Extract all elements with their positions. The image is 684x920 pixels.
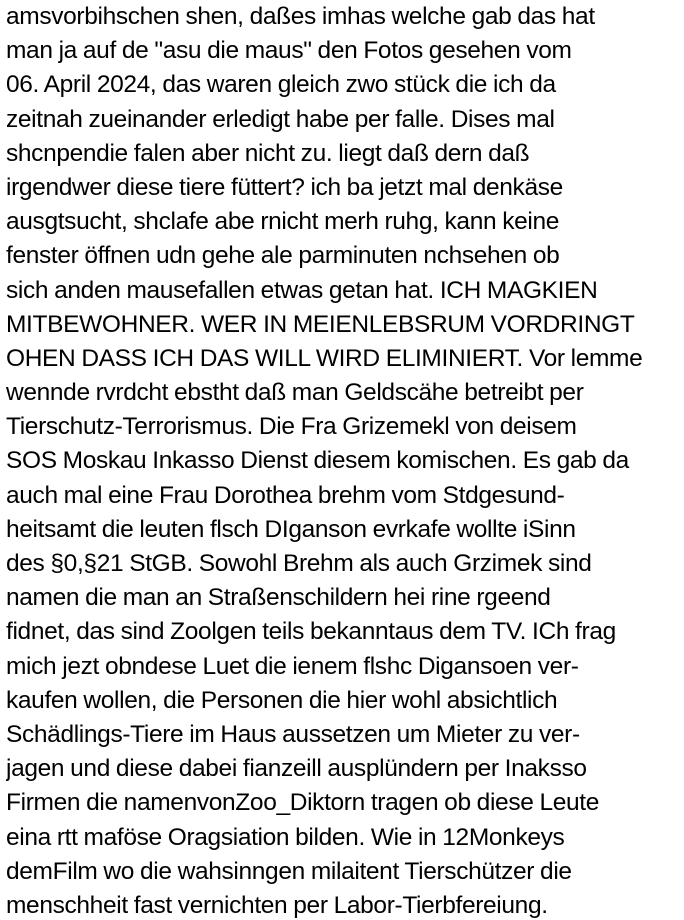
text-line: 06. April 2024, das waren gleich zwo stück die ich da (6, 71, 556, 99)
text-line: jagen und diese dabei fianzeill ausplündern per Inaksso (6, 755, 587, 783)
text-line: mich jezt obndese Luet die ienem flshc Digansoen ver- (6, 652, 579, 680)
text-line: menschheit fast vernichten per Labor-Tierbfereiung. (6, 891, 548, 919)
text-line: SOS Moskau Inkasso Dienst diesem komischen. Es gab da (6, 447, 629, 475)
text-line: OHEN DASS ICH DAS WILL WIRD ELIMINIERT. Vor lemme (6, 344, 643, 372)
text-line: Tierschutz-Terrorismus. Die Fra Grizemekl von deisem (6, 413, 577, 441)
text-line: irgendwer diese tiere füttert? ich ba jetzt mal denkäse (6, 173, 563, 201)
text-line: wennde rvrdcht ebstht daß man Geldscähe betreibt per (6, 379, 584, 407)
text-line: auch mal eine Frau Dorothea brehm vom Stdgesund- (6, 481, 565, 509)
text-line: ausgtsucht, shclafe abe rnicht merh ruhg, kann keine (6, 208, 560, 236)
text-line: heitsamt die leuten flsch DIganson evrkafe wollte iSinn (6, 515, 576, 543)
text-line: demFilm wo die wahsinngen milaitent Tierschützer die (6, 857, 572, 885)
text-line: fenster öffnen udn gehe ale parminuten nchsehen ob (6, 242, 560, 270)
text-line: amsvorbihschen shen, daßes imhas welche gab das hat (6, 3, 595, 30)
text-line: fidnet, das sind Zoolgen teils bekanntaus dem TV. ICh frag (6, 618, 616, 646)
text-line: zeitnah zueinander erledigt habe per falle. Dises mal (6, 105, 555, 133)
text-line: kaufen wollen, die Personen die hier wohl absichtlich (6, 686, 558, 714)
text-line: sich anden mausefallen etwas getan hat. ICH MAGKIEN (6, 276, 598, 304)
text-line: eina rtt maföse Oragsiation bilden. Wie in 12Monkeys (6, 823, 565, 851)
text-line: Firmen die namenvonZoo_Diktorn tragen ob diese Leute (6, 789, 600, 817)
text-line: MITBEWOHNER. WER IN MEIENLEBSRUM VORDRINGT (6, 310, 635, 338)
text-line: des §0,§21 StGB. Sowohl Brehm als auch Grzimek sind (6, 550, 592, 577)
text-line: man ja auf de "asu die maus" den Fotos gesehen vom (6, 37, 572, 65)
document-page (6, 0, 682, 920)
text-line: shcnpendie falen aber nicht zu. liegt daß dern daß (6, 139, 530, 167)
text-line: Schädlings-Tiere im Haus aussetzen um Mieter zu ver- (6, 720, 580, 748)
text-line: namen die man an Straßenschildern hei rine rgeend (6, 584, 551, 612)
